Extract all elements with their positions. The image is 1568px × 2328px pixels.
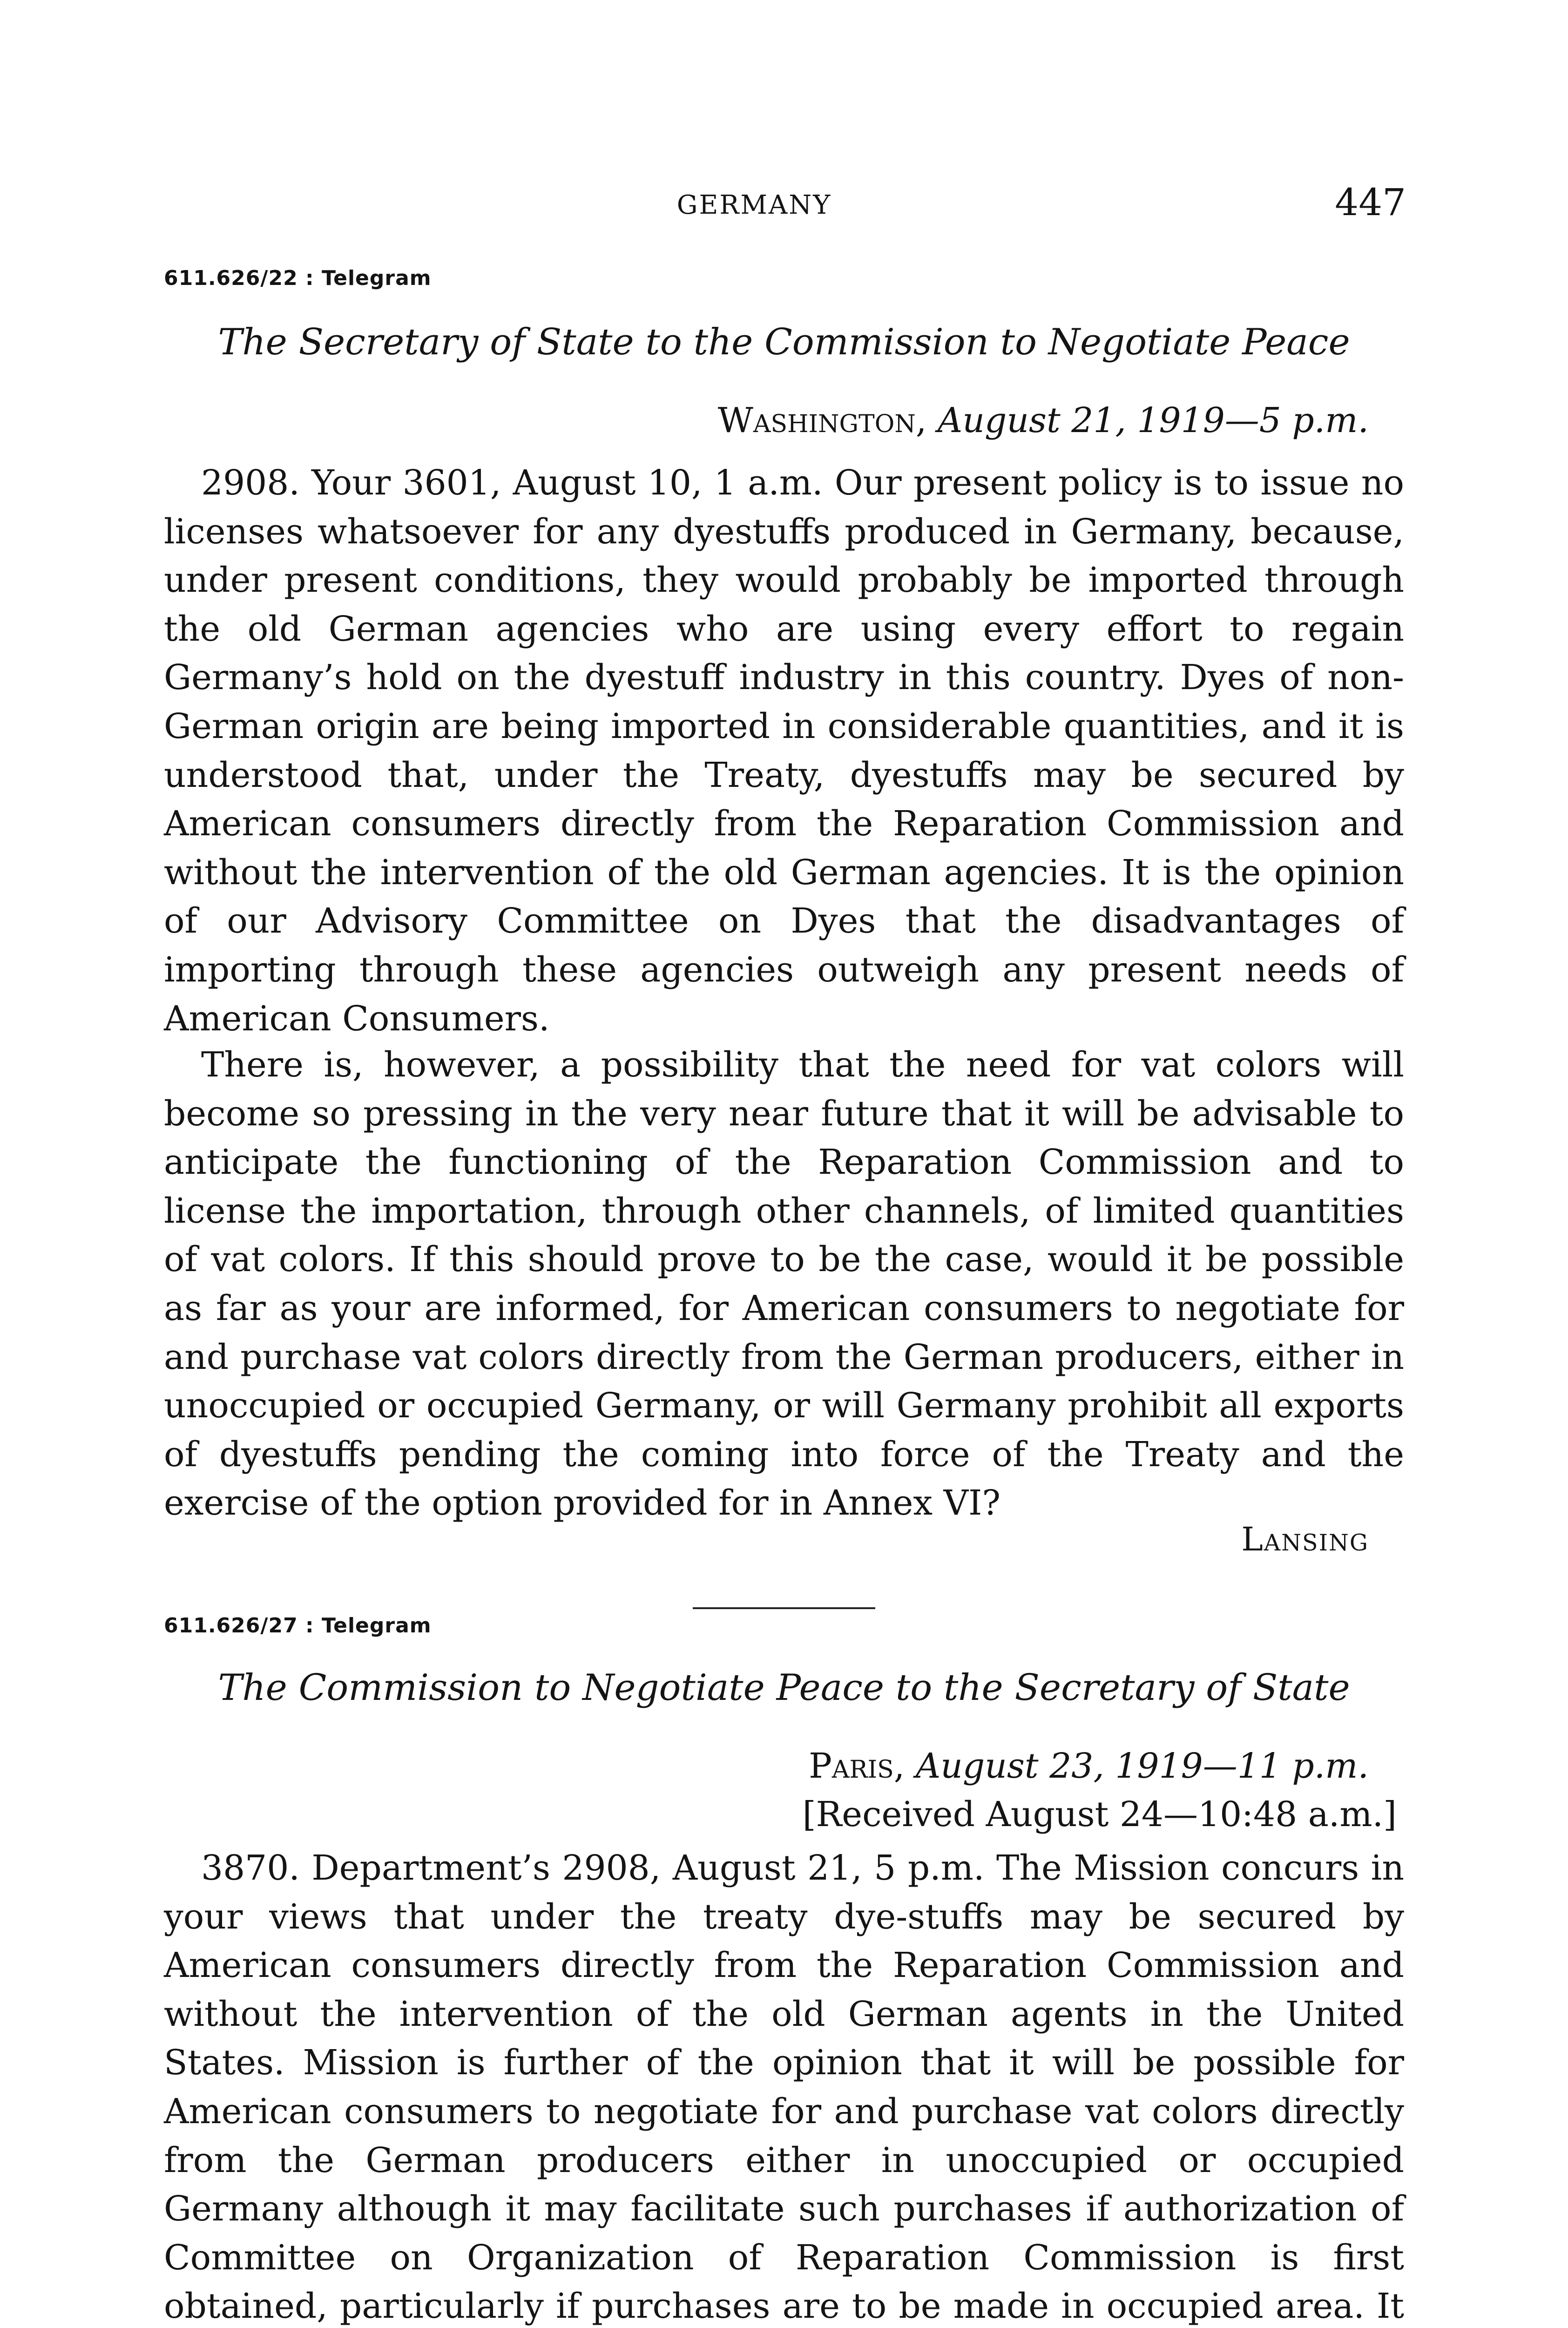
file-reference-2: 611.626/27 : Telegram bbox=[164, 1614, 432, 1638]
received-note: [Received August 24—10:48 a.m.] bbox=[802, 1794, 1397, 1834]
dateline-date-1: August 21, 1919—5 p.m. bbox=[937, 400, 1369, 440]
dateline-1 bbox=[559, 400, 1369, 440]
body-paragraph-1: 2908. Your 3601, August 10, 1 a.m. Our present policy is to issue no licenses whatsoever for any dyestuffs produced in Germany, because, under present conditions, they would probably be imported through the old German agencies who are using every effort to regain Germany’s hold on the dyestuff industry in this country. Dyes of non-German origin are being imported in considerable quantities, and it is understood that, under the Treaty, dyestuffs may be secured by American consumers directly from the Reparation Commission and without the intervention of the old German agencies. It is the opinion of our Advisory Committee on Dyes that the disadvantages of importing through these agencies outweigh any present needs of American Consumers. bbox=[164, 463, 1404, 1039]
document-heading-1: The Secretary of State to the Commission to Negotiate Peace bbox=[218, 321, 1350, 363]
section-divider bbox=[693, 1607, 875, 1609]
page-number: 447 bbox=[1335, 181, 1406, 224]
document-heading-2: The Commission to Negotiate Peace to the Secretary of State bbox=[218, 1667, 1350, 1709]
signature: Lansing bbox=[1241, 1520, 1369, 1558]
dateline-place-1: Washington, bbox=[717, 400, 927, 440]
dateline-place-2: Paris, bbox=[809, 1746, 905, 1786]
dateline-2 bbox=[559, 1746, 1369, 1786]
running-title: GERMANY bbox=[676, 190, 832, 220]
body-paragraph-3: 3870. Department’s 2908, August 21, 5 p.m. The Mission concurs in your views that under the treaty dye-stuffs may be secured by American consumers directly from the Reparation Commission and without the intervention of the old German agents in the United States. Mission is further of the opinion that it will be possible for American consumers to negotiate for and purchase vat colors directly from the German producers either in unoccupied or occupied Germany although it may facilitate such purchases if authorization of Committee on Organization of Reparation Commission is first obtained, particularly if purchases are to be made in occupied area. It bbox=[164, 1848, 1404, 2327]
file-reference-1: 611.626/22 : Telegram bbox=[164, 266, 432, 290]
body-paragraph-2: There is, however, a possibility that the need for vat colors will become so pressing in the very near future that it will be advisable to anticipate the functioning of the Reparation Commission and to license the importation, through other channels, of limited quantities of vat colors. If this should prove to be the case, would it be possible as far as your are informed, for American consumers to negotiate for and purchase vat colors directly from the German producers, either in unoccupied or occupied Germany, or will Germany prohibit all exports of dyestuffs pending the coming into force of the Treaty and the exercise of the option provided for in Annex VI? bbox=[164, 1045, 1404, 1523]
dateline-date-2: August 23, 1919—11 p.m. bbox=[915, 1746, 1369, 1786]
